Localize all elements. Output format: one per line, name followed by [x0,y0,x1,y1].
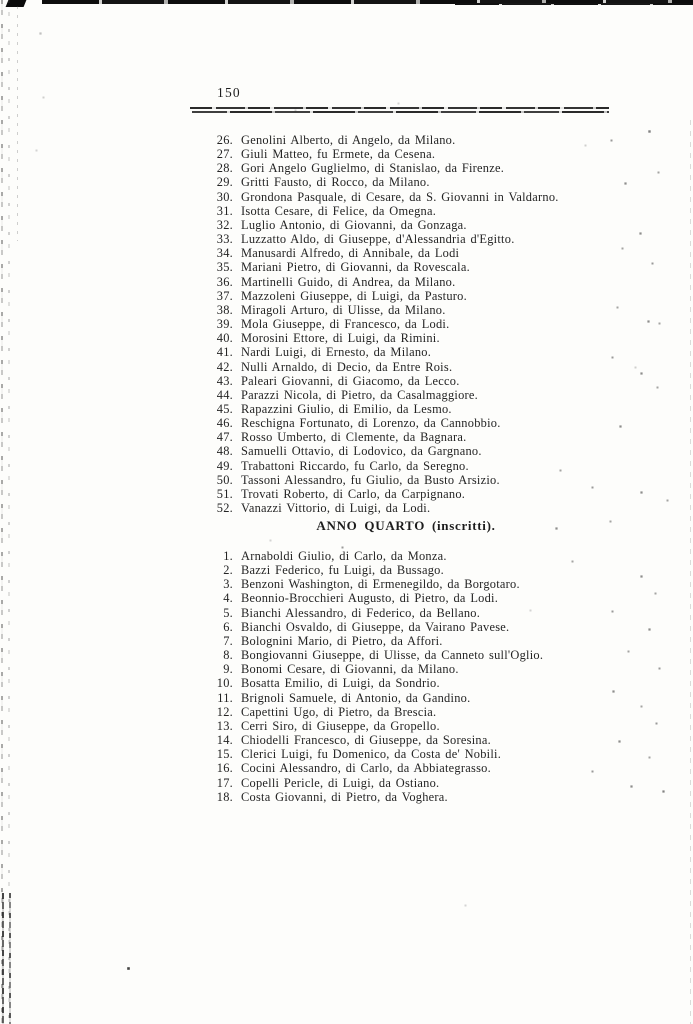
list-entry [200,577,680,591]
entry-text: Bianchi Osvaldo, di Giuseppe, da Vairano Pavese. [241,619,510,634]
entry-number: 34. [216,246,233,261]
entry-number: 37. [216,288,233,303]
scan-noise-bottom-left-line-2 [9,893,11,1024]
scan-noise-left-edge-line-3 [17,6,18,241]
entry-text: Bongiovanni Giuseppe, di Ulisse, da Canneto sull'Oglio. [241,648,544,663]
entry-text: Gori Angelo Guglielmo, di Stanislao, da Firenze. [241,161,505,176]
entry-number: 14. [216,733,233,748]
scan-noise-right-edge-line [690,120,691,1024]
list-entry [200,133,680,147]
entry-number: 47. [216,430,233,445]
entry-number: 43. [216,373,233,388]
list-entry [200,620,680,634]
entry-text: Rapazzini Giulio, di Emilio, da Lesmo. [241,401,452,416]
entry-text: Isotta Cesare, di Felice, da Omegna. [241,203,437,218]
entry-number: 18. [216,789,233,804]
scan-noise-top-edge-thick [455,3,693,5]
entry-number: 17. [216,775,233,790]
entry-number: 36. [216,274,233,289]
entry-number: 16. [216,761,233,776]
entry-number: 7. [223,633,233,648]
entry-text: Genolini Alberto, di Angelo, da Milano. [241,133,456,147]
list-entry [200,147,680,161]
entry-text: Trovati Roberto, di Carlo, da Carpignano. [241,486,466,501]
entry-text: Mazzoleni Giuseppe, di Luigi, da Pasturo. [241,288,467,303]
list-entry [200,374,680,388]
entry-text: Chiodelli Francesco, di Giuseppe, da Soresina. [241,733,491,748]
entry-number: 45. [216,401,233,416]
list-entry [200,705,680,719]
list-entry [200,606,680,620]
list-entry [200,719,680,733]
entry-text: Nardi Luigi, di Ernesto, da Milano. [241,345,432,360]
entry-number: 38. [216,302,233,317]
roster-list-continued [200,133,680,515]
entry-number: 48. [216,444,233,459]
entry-number: 28. [216,161,233,176]
list-entry [200,402,680,416]
list-entry [200,190,680,204]
entry-number: 35. [216,260,233,275]
list-entry [200,388,680,402]
header-rule [190,107,609,114]
entry-number: 26. [216,133,233,147]
entry-text: Bolognini Mario, di Pietro, da Affori. [241,633,443,648]
list-entry [200,747,680,761]
list-entry [200,345,680,359]
list-entry [200,161,680,175]
entry-text: Grondona Pasquale, di Cesare, da S. Giovanni in Valdarno. [241,189,559,204]
scan-noise-left-edge-line [1,0,3,1024]
list-entry [200,662,680,676]
header-rule-bottom-line [192,111,609,113]
entry-number: 31. [216,203,233,218]
list-entry [200,246,680,260]
entry-text: Trabattoni Riccardo, fu Carlo, da Seregno. [241,458,469,473]
scan-noise-specks-faint [0,0,1,1]
entry-number: 39. [216,317,233,332]
entry-number: 42. [216,359,233,374]
list-entry [200,218,680,232]
list-entry [200,444,680,458]
list-entry [200,549,680,563]
entry-text: Costa Giovanni, di Pietro, da Voghera. [241,789,448,804]
entry-number: 52. [216,501,233,516]
entry-text: Mola Giuseppe, di Francesco, da Lodi. [241,317,450,332]
list-entry [200,591,680,605]
entry-number: 27. [216,147,233,162]
entry-number: 3. [223,577,233,592]
entry-number: 11. [217,690,233,705]
entry-number: 29. [216,175,233,190]
entry-text: Bazzi Federico, fu Luigi, da Bussago. [241,563,444,578]
entry-number: 5. [223,605,233,620]
scan-noise-left-edge-line-2 [8,0,10,1024]
roster-list-anno-quarto [200,549,680,804]
list-entry [200,676,680,690]
list-entry [200,232,680,246]
list-entry [200,416,680,430]
list-entry [200,303,680,317]
header-rule-top-line [190,107,609,109]
page-number: 150 [217,85,241,100]
entry-number: 6. [223,619,233,634]
entry-text: Bianchi Alessandro, di Federico, da Bellano. [241,605,481,620]
entry-text: Manusardi Alfredo, di Annibale, da Lodi [241,246,460,261]
entry-number: 8. [223,648,233,663]
entry-number: 9. [223,662,233,677]
entry-number: 49. [216,458,233,473]
list-entry [200,473,680,487]
entry-text: Vanazzi Vittorio, di Luigi, da Lodi. [241,501,431,516]
entry-text: Giuli Matteo, fu Ermete, da Cesena. [241,147,436,162]
list-entry [200,175,680,189]
entry-text: Tassoni Alessandro, fu Giulio, da Busto Arsizio. [241,472,500,487]
entry-text: Reschigna Fortunato, di Lorenzo, da Cannobbio. [241,416,501,431]
entry-text: Benzoni Washington, di Ermenegildo, da Borgotaro. [241,577,520,592]
entry-text: Paleari Giovanni, di Giacomo, da Lecco. [241,373,460,388]
entry-text: Martinelli Guido, di Andrea, da Milano. [241,274,456,289]
entry-text: Bosatta Emilio, di Luigi, da Sondrio. [241,676,440,691]
entry-text: Cocini Alessandro, di Carlo, da Abbiategrasso. [241,761,491,776]
list-entry [200,563,680,577]
entry-number: 4. [223,591,233,606]
entry-text: Brignoli Samuele, di Antonio, da Gandino. [241,690,471,705]
entry-text: Samuelli Ottavio, di Lodovico, da Gargnano. [241,444,482,459]
entry-text: Beonnio-Brocchieri Augusto, di Pietro, da Lodi. [241,591,499,606]
list-entry [200,331,680,345]
entry-number: 40. [216,331,233,346]
entry-text: Arnaboldi Giulio, di Carlo, da Monza. [241,549,447,563]
entry-text: Capettini Ugo, di Pietro, da Brescia. [241,704,437,719]
list-entry [200,634,680,648]
list-entry [200,360,680,374]
list-entry [200,691,680,705]
list-entry [200,761,680,775]
entry-number: 51. [216,486,233,501]
list-entry [200,459,680,473]
list-entry [200,733,680,747]
entry-number: 41. [216,345,233,360]
list-entry [200,289,680,303]
entry-number: 2. [223,563,233,578]
entry-text: Bonomi Cesare, di Giovanni, da Milano. [241,662,459,677]
list-entry [200,648,680,662]
list-entry [200,430,680,444]
entry-number: 46. [216,416,233,431]
entry-text: Parazzi Nicola, di Pietro, da Casalmaggiore. [241,387,479,402]
entry-number: 30. [216,189,233,204]
list-entry [200,487,680,501]
list-entry [200,317,680,331]
entry-number: 15. [216,747,233,762]
scan-noise-bottom-left-line [2,893,4,1024]
entry-text: Morosini Ettore, di Luigi, da Rimini. [241,331,440,346]
entry-number: 44. [216,387,233,402]
entry-number: 12. [216,704,233,719]
entry-number: 32. [216,217,233,232]
entry-number: 10. [216,676,233,691]
entry-number: 13. [216,718,233,733]
entry-text: Nulli Arnaldo, di Decio, da Entre Rois. [241,359,453,374]
entry-text: Clerici Luigi, fu Domenico, da Costa de' Nobili. [241,747,502,762]
entry-text: Luglio Antonio, di Giovanni, da Gonzaga. [241,217,467,232]
entry-text: Copelli Pericle, di Luigi, da Ostiano. [241,775,440,790]
entry-number: 1. [223,549,233,563]
list-entry [200,204,680,218]
section-heading-anno-quarto: ANNO QUARTO (inscritti). [316,518,496,533]
entry-text: Rosso Umberto, di Clemente, da Bagnara. [241,430,467,445]
entry-number: 50. [216,472,233,487]
list-entry [200,776,680,790]
list-entry [200,501,680,515]
entry-number: 33. [216,232,233,247]
entry-text: Cerri Siro, di Giuseppe, da Gropello. [241,718,440,733]
entry-text: Miragoli Arturo, di Ulisse, da Milano. [241,302,446,317]
list-entry [200,275,680,289]
entry-text: Gritti Fausto, di Rocco, da Milano. [241,175,430,190]
entry-text: Luzzatto Aldo, di Giuseppe, d'Alessandria d'Egitto. [241,232,515,247]
entry-text: Mariani Pietro, di Giovanni, da Rovescala. [241,260,470,275]
list-entry [200,790,680,804]
list-entry [200,260,680,274]
